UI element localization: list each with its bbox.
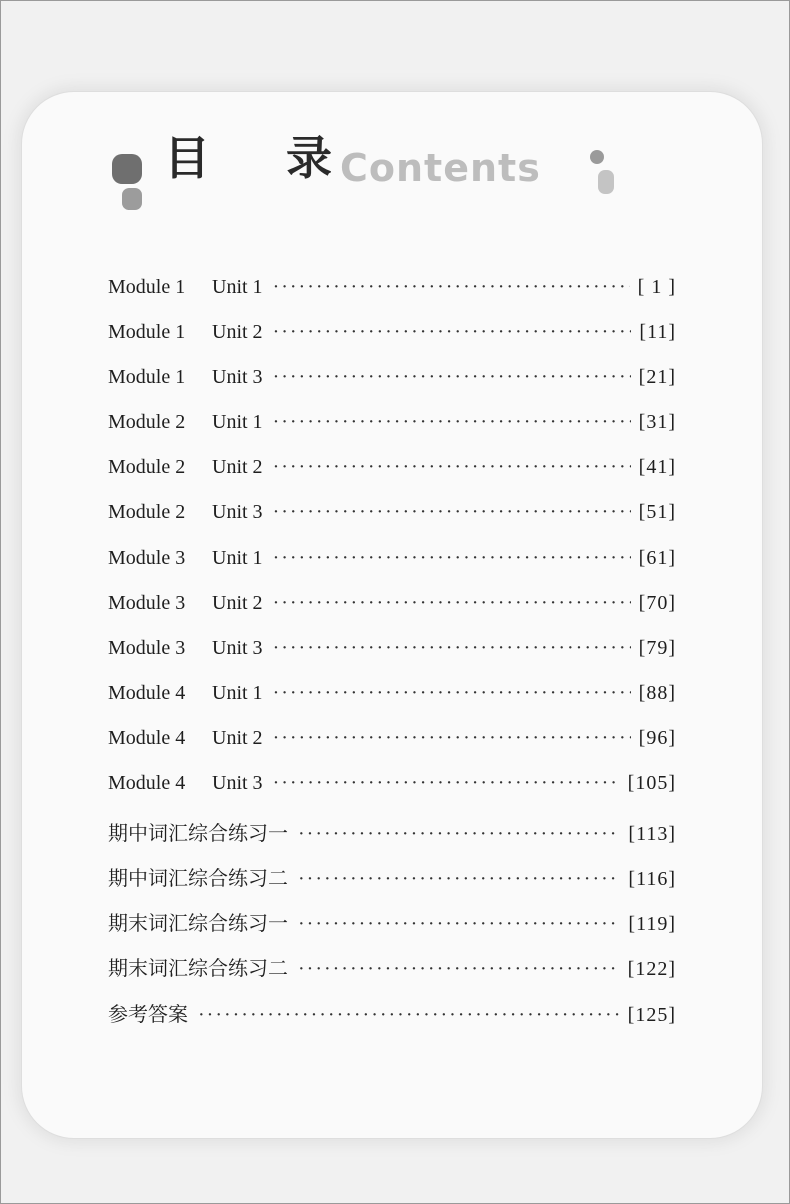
dot-leader: [273, 727, 631, 750]
dot-leader: [198, 1004, 620, 1027]
dot-leader: [273, 366, 631, 389]
toc-entry[interactable]: [108, 411, 676, 456]
decor-dot-right-top: [590, 150, 604, 164]
toc-entry[interactable]: [108, 366, 676, 411]
toc-entry-label: [108, 547, 263, 570]
toc-title: 参考答案: [108, 1003, 188, 1026]
toc-unit: Unit 2: [212, 321, 263, 344]
page-number: [88]: [638, 681, 676, 704]
toc-title: 期中词汇综合练习一: [108, 823, 288, 846]
page-number: [41]: [638, 456, 676, 479]
toc-entry[interactable]: [108, 817, 676, 862]
toc-entry-label: [108, 321, 263, 344]
dot-leader: [273, 637, 631, 660]
toc-entry-label: [108, 772, 263, 795]
toc-entry[interactable]: [108, 862, 676, 907]
toc-title: 期末词汇综合练习二: [108, 958, 288, 981]
toc-unit: Unit 1: [212, 276, 263, 298]
toc-module: Module 4: [108, 772, 186, 795]
toc-module: Module 1: [108, 321, 186, 344]
toc-module: Module 2: [108, 501, 186, 524]
toc-entry[interactable]: [108, 727, 676, 772]
page-title-en: Contents: [340, 146, 541, 190]
dot-leader: [298, 823, 620, 846]
toc-entry[interactable]: [108, 998, 676, 1043]
toc-entry-label: [108, 862, 288, 891]
contents-header: [108, 122, 628, 232]
dot-leader: [273, 682, 631, 705]
page-number: [79]: [638, 636, 676, 659]
toc-entry-label: [108, 276, 263, 299]
dot-leader: [273, 772, 620, 795]
toc-module: Module 2: [108, 456, 186, 479]
toc-unit: Unit 2: [212, 591, 263, 614]
toc-unit: Unit 3: [212, 501, 263, 524]
toc-entry[interactable]: [108, 772, 676, 817]
page-number: [11]: [639, 321, 676, 344]
toc-entry[interactable]: [108, 637, 676, 682]
toc-module: Module 1: [108, 276, 186, 298]
toc-unit: Unit 1: [212, 411, 263, 434]
page-number: [116]: [628, 868, 676, 891]
page-number: [21]: [638, 366, 676, 389]
toc-entry[interactable]: [108, 321, 676, 366]
toc-entry[interactable]: [108, 276, 676, 321]
toc-entry[interactable]: [108, 682, 676, 727]
toc-title: 期末词汇综合练习一: [108, 913, 288, 936]
toc-entry-label: [108, 637, 263, 660]
toc-entry-label: [108, 952, 288, 981]
decor-dot-right-bottom: [598, 170, 614, 194]
dot-leader: [273, 321, 632, 344]
toc-entry-label: [108, 727, 263, 750]
toc-module: Module 3: [108, 591, 186, 614]
page-number: [31]: [638, 411, 676, 434]
page-number: [ 1 ]: [637, 276, 676, 298]
toc-module: Module 2: [108, 411, 186, 434]
toc-entry[interactable]: [108, 592, 676, 637]
page-number: [70]: [638, 591, 676, 614]
toc-entry[interactable]: [108, 547, 676, 592]
toc-unit: Unit 2: [212, 726, 263, 749]
toc-entry-label: [108, 366, 263, 389]
toc-unit: Unit 3: [212, 772, 263, 795]
page-title-cn: 目 录: [164, 131, 363, 185]
toc-unit: Unit 1: [212, 546, 263, 569]
decor-dot-left-bottom: [122, 188, 142, 210]
toc-unit: Unit 1: [212, 681, 263, 704]
toc-module: Module 1: [108, 366, 186, 389]
page-number: [61]: [638, 546, 676, 569]
toc-entry[interactable]: [108, 907, 676, 952]
toc-module: Module 3: [108, 636, 186, 659]
page-number: [113]: [628, 823, 676, 846]
toc-entry[interactable]: [108, 501, 676, 546]
page-number: [96]: [638, 726, 676, 749]
toc-entry-label: [108, 592, 263, 615]
dot-leader: [273, 547, 631, 570]
dot-leader: [298, 958, 620, 981]
page-number: [125]: [627, 1003, 676, 1026]
toc-module: Module 4: [108, 726, 186, 749]
dot-leader: [273, 276, 630, 299]
toc-title: 期中词汇综合练习二: [108, 868, 288, 891]
toc-unit: Unit 3: [212, 636, 263, 659]
toc-entry-label: [108, 682, 263, 705]
toc-entry-label: [108, 907, 288, 936]
toc-entry-label: [108, 998, 188, 1027]
table-of-contents: [108, 276, 676, 1043]
toc-entry-label: [108, 411, 263, 434]
toc-unit: Unit 3: [212, 366, 263, 389]
dot-leader: [298, 868, 620, 891]
toc-module: Module 4: [108, 681, 186, 704]
page-number: [105]: [627, 772, 676, 795]
dot-leader: [298, 913, 620, 936]
dot-leader: [273, 592, 631, 615]
dot-leader: [273, 411, 631, 434]
toc-entry-label: [108, 456, 263, 479]
toc-entry-label: [108, 817, 288, 846]
page-number: [119]: [628, 913, 676, 936]
toc-entry[interactable]: [108, 456, 676, 501]
dot-leader: [273, 456, 631, 479]
dot-leader: [273, 501, 631, 524]
toc-entry[interactable]: [108, 952, 676, 997]
page-number: [122]: [627, 958, 676, 981]
decor-dot-left-top: [112, 154, 142, 184]
page-number: [51]: [638, 501, 676, 524]
toc-entry-label: [108, 501, 263, 524]
toc-module: Module 3: [108, 546, 186, 569]
toc-unit: Unit 2: [212, 456, 263, 479]
